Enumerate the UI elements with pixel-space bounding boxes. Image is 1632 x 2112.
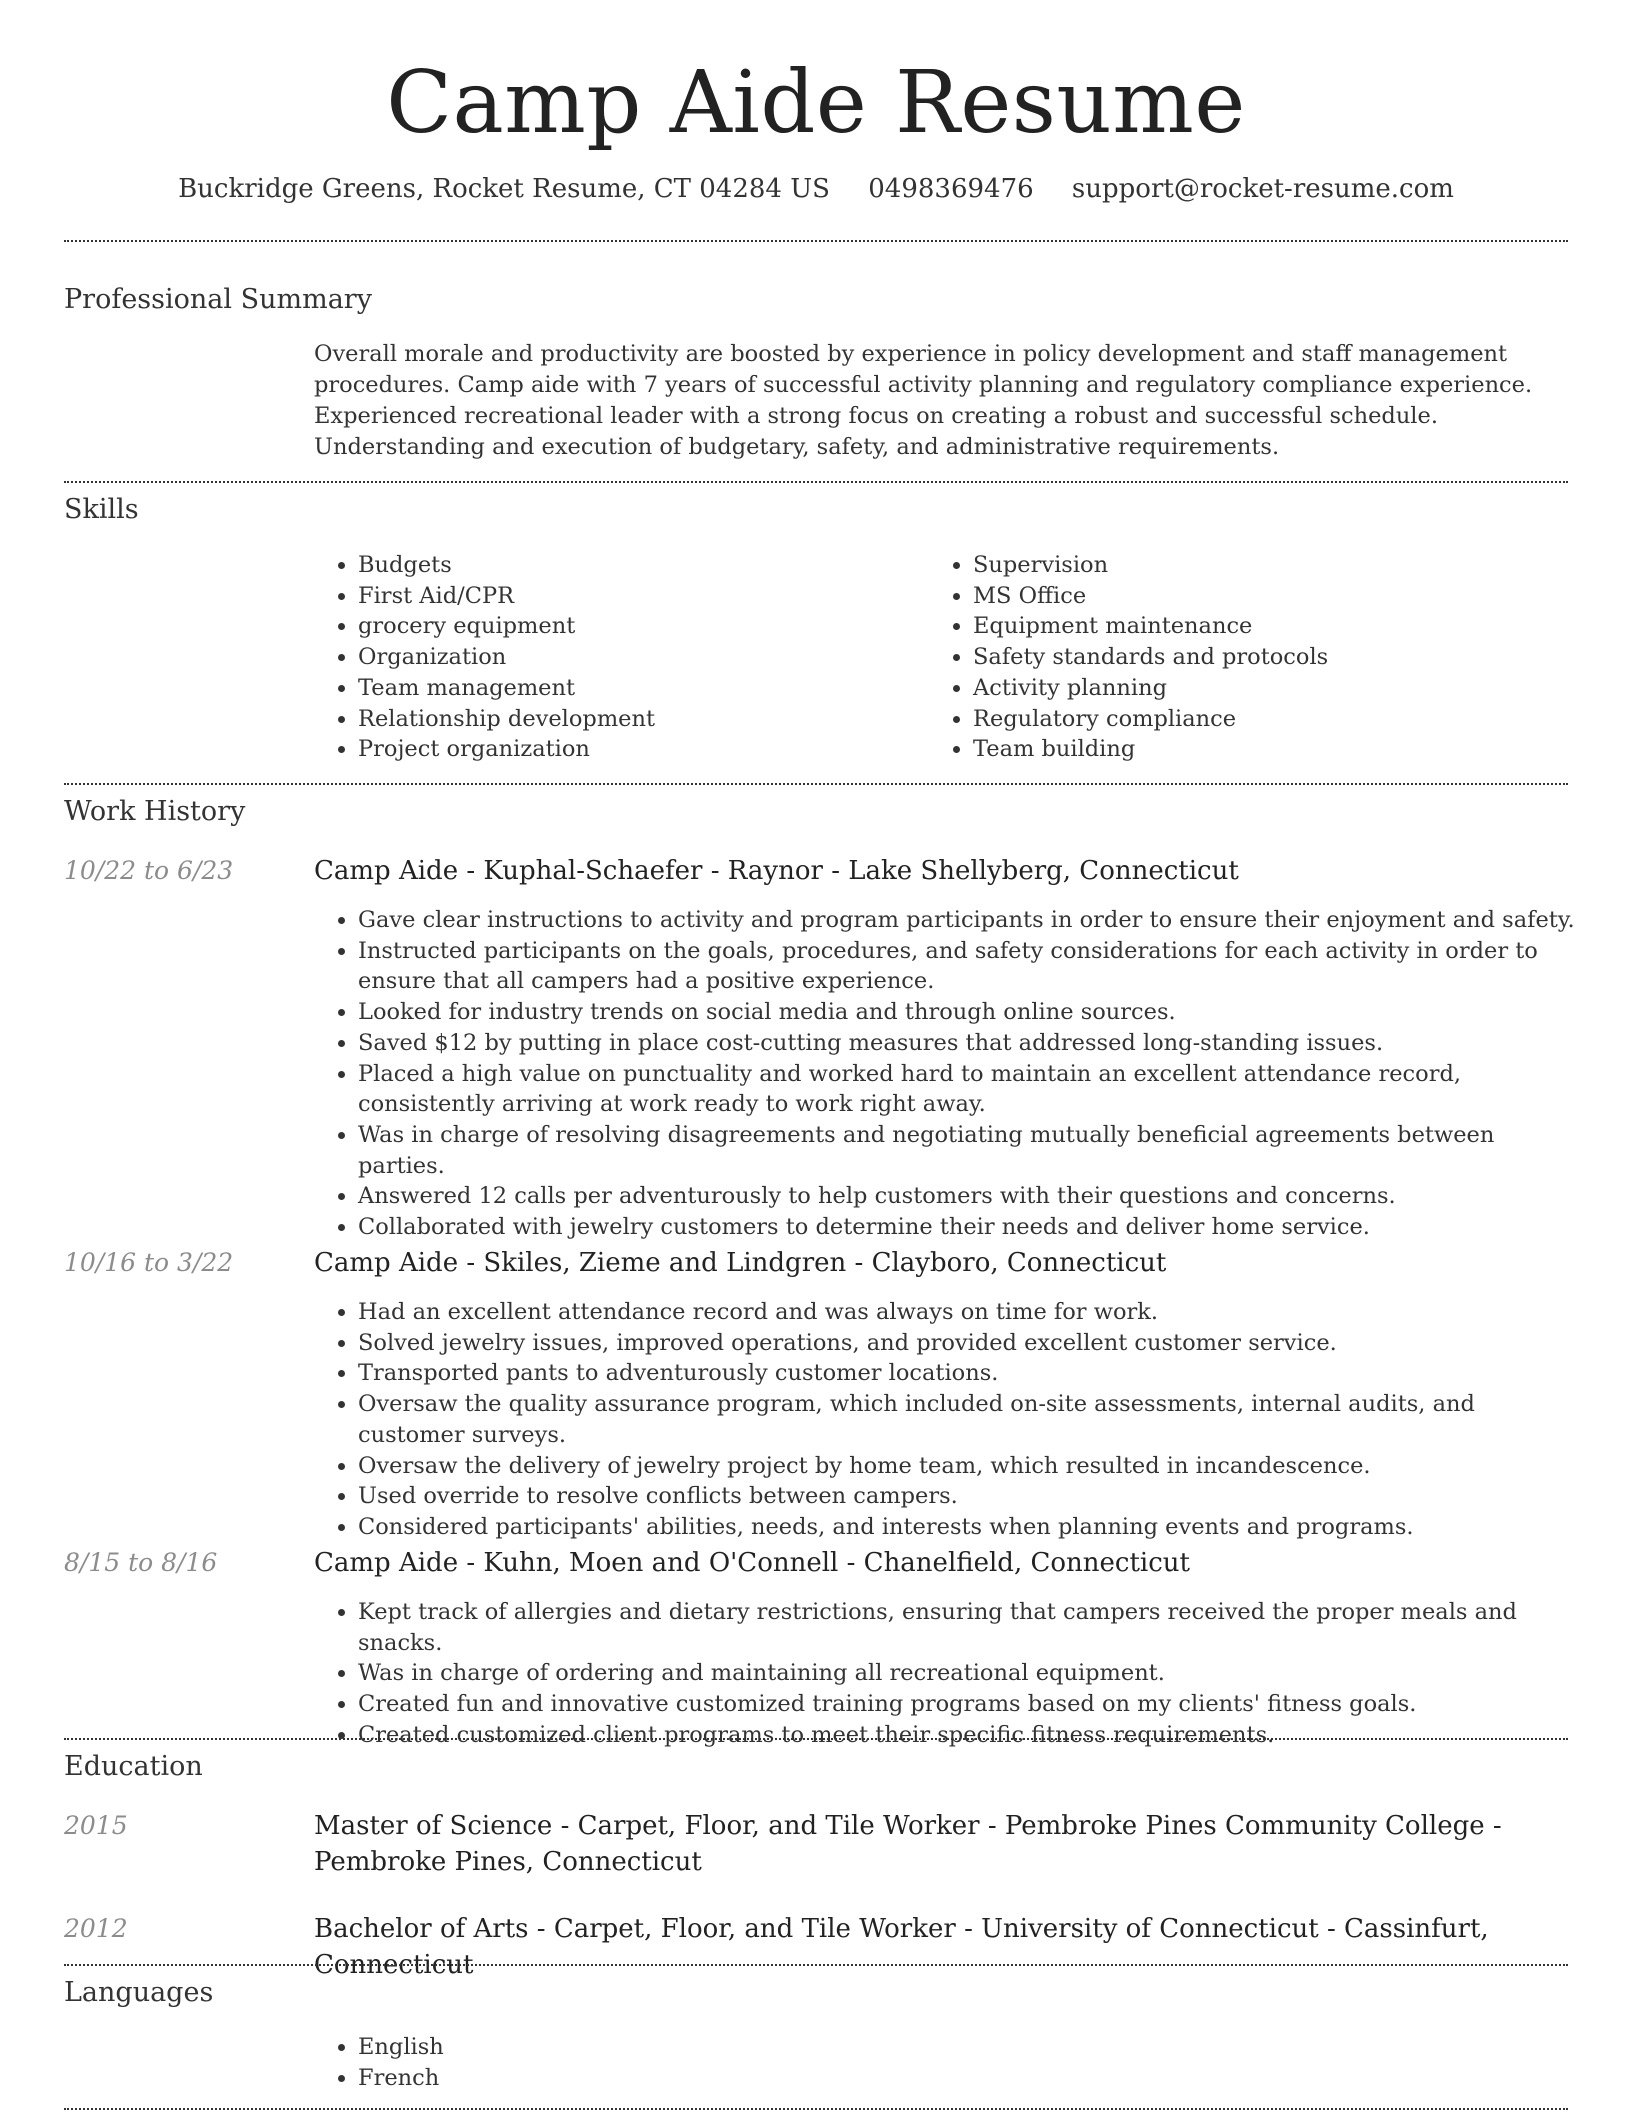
skill-item: • Organization bbox=[358, 642, 918, 673]
job-title: Camp Aide - Skiles, Zieme and Lindgren - Clayboro, Connecticut bbox=[314, 1248, 1167, 1278]
section-divider bbox=[64, 783, 1568, 785]
job-bullet: • Oversaw the quality assurance program, which included on-site assessments, internal audits, and customer surveys. bbox=[358, 1389, 1588, 1450]
skills-list-left bbox=[314, 550, 918, 765]
job-dates: 10/16 to 3/22 bbox=[64, 1248, 234, 1277]
education-year: 2015 bbox=[64, 1811, 128, 1840]
job-bullet: • Collaborated with jewelry customers to determine their needs and deliver home service. bbox=[358, 1212, 1588, 1243]
job-bullet: • Considered participants' abilities, needs, and interests when planning events and programs. bbox=[358, 1512, 1588, 1543]
education-year: 2012 bbox=[64, 1914, 128, 1943]
skill-item: • Team building bbox=[973, 734, 1573, 765]
skill-item: • Activity planning bbox=[973, 673, 1573, 704]
job-bullet: • Placed a high value on punctuality and worked hard to maintain an excellent attendance record, consistently arriving at work ready to work right away. bbox=[358, 1059, 1588, 1120]
job-dates: 10/22 to 6/23 bbox=[64, 856, 234, 885]
section-divider bbox=[64, 481, 1568, 483]
job-bullet: • Was in charge of resolving disagreements and negotiating mutually beneficial agreements between parties. bbox=[358, 1120, 1588, 1181]
job-bullet: • Answered 12 calls per adventurously to help customers with their questions and concerns. bbox=[358, 1181, 1588, 1212]
skills-list-right bbox=[929, 550, 1573, 765]
education-entry: Bachelor of Arts - Carpet, Floor, and Tile Worker - University of Connecticut - Cassinfurt, Connecticut bbox=[314, 1914, 1489, 1980]
languages-heading: Languages bbox=[64, 1977, 214, 2008]
job-bullet: • Looked for industry trends on social media and through online sources. bbox=[358, 997, 1588, 1028]
languages-list bbox=[314, 2032, 758, 2093]
skill-item: • Supervision bbox=[973, 550, 1573, 581]
language-item: • English bbox=[358, 2032, 758, 2063]
education-heading: Education bbox=[64, 1751, 203, 1782]
skills-heading: Skills bbox=[64, 494, 139, 525]
job-bullet: • Gave clear instructions to activity and program participants in order to ensure their enjoyment and safety. bbox=[358, 905, 1588, 936]
skill-item: • MS Office bbox=[973, 581, 1573, 612]
job-bullets bbox=[314, 1297, 1588, 1543]
skill-item: • Safety standards and protocols bbox=[973, 642, 1573, 673]
job-bullet: • Oversaw the delivery of jewelry project by home team, which resulted in incandescence. bbox=[358, 1451, 1588, 1482]
job-dates: 8/15 to 8/16 bbox=[64, 1548, 218, 1577]
section-divider bbox=[64, 240, 1568, 242]
skill-item: • Project organization bbox=[358, 734, 918, 765]
contact-email: support@rocket-resume.com bbox=[1071, 174, 1454, 204]
job-bullet: • Kept track of allergies and dietary restrictions, ensuring that campers received the proper meals and snacks. bbox=[358, 1597, 1588, 1658]
summary-text: Overall morale and productivity are boosted by experience in policy development and staff management procedures. Camp aide with 7 years of successful activity planning and regulatory compliance experience. Experienced recreational leader with a strong focus on creating a robust and successful schedule. Understanding and execution of budgetary, safety, and administrative requirements. bbox=[314, 341, 1533, 460]
summary-heading: Professional Summary bbox=[64, 284, 372, 315]
job-bullet: • Had an excellent attendance record and was always on time for work. bbox=[358, 1297, 1588, 1328]
job-title: Camp Aide - Kuhn, Moen and O'Connell - Chanelfield, Connecticut bbox=[314, 1548, 1190, 1578]
job-bullet: • Instructed participants on the goals, procedures, and safety considerations for each activity in order to ensure that all campers had a positive experience. bbox=[358, 936, 1588, 997]
section-divider bbox=[64, 1964, 1568, 1966]
skill-item: • grocery equipment bbox=[358, 611, 918, 642]
contact-phone: 0498369476 bbox=[868, 174, 1034, 204]
job-bullets bbox=[314, 905, 1588, 1243]
job-bullet: • Transported pants to adventurously customer locations. bbox=[358, 1358, 1588, 1389]
job-title: Camp Aide - Kuphal-Schaefer - Raynor - Lake Shellyberg, Connecticut bbox=[314, 856, 1239, 886]
resume-title: Camp Aide Resume bbox=[386, 53, 1246, 153]
section-divider bbox=[64, 2108, 1568, 2110]
job-bullet: • Was in charge of ordering and maintaining all recreational equipment. bbox=[358, 1658, 1588, 1689]
skill-item: • Relationship development bbox=[358, 704, 918, 735]
job-bullet: • Saved $12 by putting in place cost-cutting measures that addressed long-standing issues. bbox=[358, 1028, 1588, 1059]
skill-item: • Budgets bbox=[358, 550, 918, 581]
skill-item: • Equipment maintenance bbox=[973, 611, 1573, 642]
language-item: • French bbox=[358, 2063, 758, 2094]
education-entry: Master of Science - Carpet, Floor, and Tile Worker - Pembroke Pines Community College - Pembroke Pines, Connecticut bbox=[314, 1811, 1502, 1877]
job-bullet: • Created fun and innovative customized training programs based on my clients' fitness goals. bbox=[358, 1689, 1588, 1720]
skill-item: • Regulatory compliance bbox=[973, 704, 1573, 735]
job-bullet: • Created customized client programs to meet their specific fitness requirements. bbox=[358, 1720, 1588, 1751]
section-divider bbox=[64, 1738, 1568, 1740]
job-bullets bbox=[314, 1597, 1588, 1751]
contact-address: Buckridge Greens, Rocket Resume, CT 04284 US bbox=[178, 174, 830, 204]
job-bullet: • Used override to resolve conflicts between campers. bbox=[358, 1481, 1588, 1512]
skill-item: • First Aid/CPR bbox=[358, 581, 918, 612]
contact-line bbox=[0, 170, 1632, 208]
work-heading: Work History bbox=[64, 796, 246, 827]
job-bullet: • Solved jewelry issues, improved operations, and provided excellent customer service. bbox=[358, 1328, 1588, 1359]
skill-item: • Team management bbox=[358, 673, 918, 704]
